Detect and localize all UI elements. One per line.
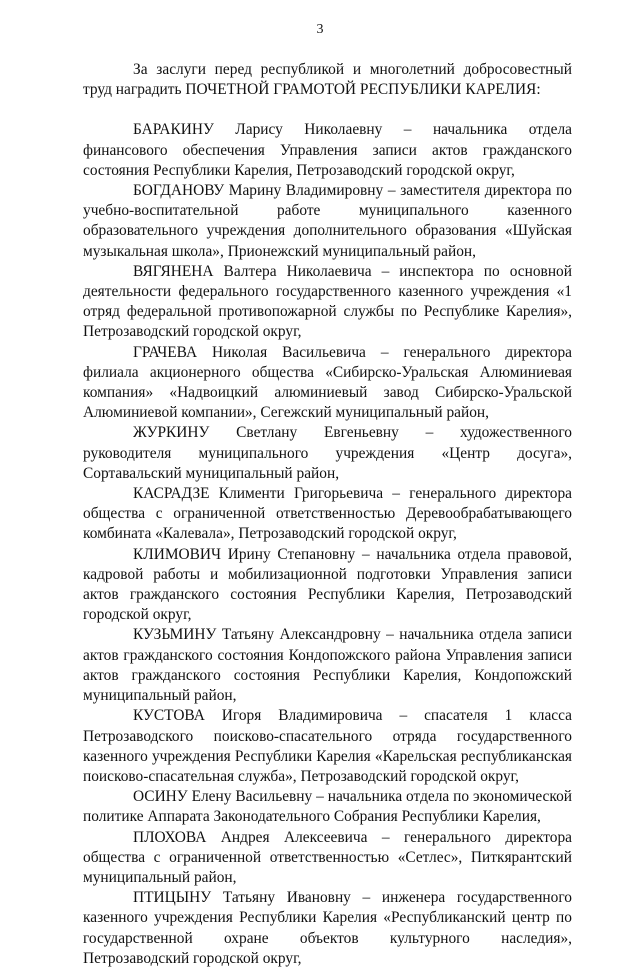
- document-body: [83, 60, 572, 969]
- award-entry: БОГДАНОВУ Марину Владимировну – заместителя директора по учебно-воспитательной работе муниципального казенного образовательного учреждения дополнительного образования «Шуйская музыкальная школа», Прионежский муниципальный район,: [83, 182, 572, 260]
- page-number: 3: [316, 22, 324, 37]
- award-entry: БАРАКИНУ Ларису Николаевну – начальника отдела финансового обеспечения Управления записи актов гражданского состояния Республики Карелия, Петрозаводский городской округ,: [83, 121, 572, 179]
- award-entry: ЖУРКИНУ Светлану Евгеньевну – художественного руководителя муниципального учреждения «Центр досуга», Сортавальский муниципальный район,: [83, 424, 572, 482]
- award-intro: За заслуги перед республикой и многолетний добросовестный труд наградить ПОЧЕТНОЙ ГРАМОТОЙ РЕСПУБЛИКИ КАРЕЛИЯ:: [83, 61, 572, 99]
- award-entry: КЛИМОВИЧ Ирину Степановну – начальника отдела правовой, кадровой работы и мобилизационной подготовки Управления записи актов гражданского состояния Республики Карелия, Петрозаводский городской округ,: [83, 545, 572, 624]
- award-entry: КАСРАДЗЕ Клименти Григорьевича – генерального директора общества с ограниченной ответственностью Деревообрабатывающего комбината «Калевала», Петрозаводский городской округ,: [83, 485, 572, 543]
- award-entry: ГРАЧЕВА Николая Васильевича – генерального директора филиала акционерного общества «Сибирско-Уральская Алюминиевая компания» «Надвоицкий алюминиевый завод Сибирско-Уральской Алюминиевой компании», Сегежский муниципальный район,: [83, 343, 572, 422]
- award-entry: КУЗЬМИНУ Татьяну Александровну – начальника отдела записи актов гражданского состояния Кондопожского района Управления записи актов гражданского состояния Республики Карелия, Кондопожский муниципальный район,: [83, 626, 572, 705]
- award-entry: КУСТОВА Игоря Владимировича – спасателя 1 класса Петрозаводского поисково-спасательного отряда государственного казенного учреждения Республики Карелия «Карельская республиканская поисково-спасательная служба», Петрозаводский городской округ,: [83, 707, 572, 785]
- award-entry: ПЛОХОВА Андрея Алексеевича – генерального директора общества с ограниченной ответственностью «Сетлес», Питкярантский муниципальный район,: [83, 828, 572, 886]
- award-entry: ПТИЦЫНУ Татьяну Ивановну – инженера государственного казенного учреждения Республики Карелия «Республиканский центр по государственной охране объектов культурного наследия», Петрозаводский городской округ,: [83, 889, 572, 967]
- award-entry: ОСИНУ Елену Васильевну – начальника отдела по экономической политике Аппарата Законодательного Собрания Республики Карелия,: [83, 788, 572, 826]
- award-entry: ВЯГЯНЕНА Валтера Николаевича – инспектора по основной деятельности федерального государственного казенного учреждения «1 отряд федеральной противопожарной службы по Республике Карелия», Петрозаводский городской округ,: [83, 262, 572, 341]
